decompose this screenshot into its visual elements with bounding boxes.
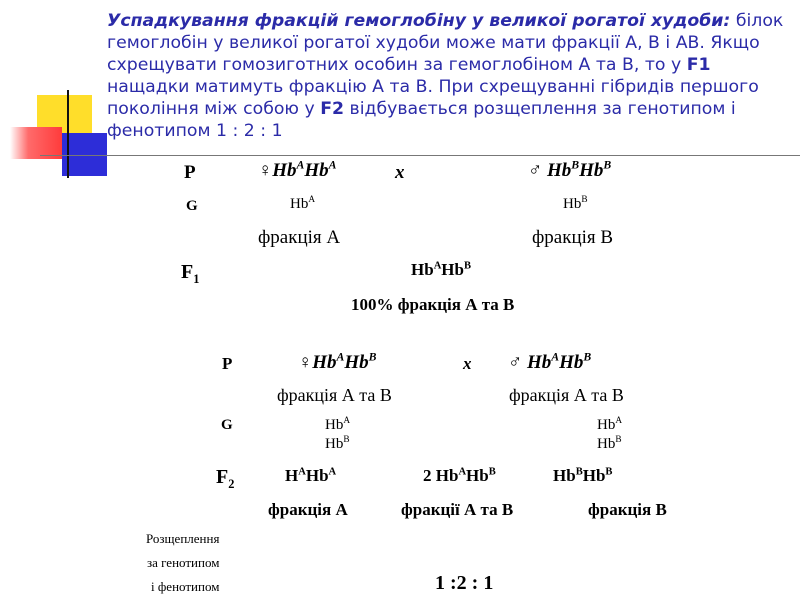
cross2-fraction-a: фракція А [268, 500, 348, 519]
male-symbol: ♂ [528, 160, 543, 181]
cross2-female-fraction: фракція А та В [277, 385, 392, 405]
cross2-male-gametes: $Hb^A$ $Hb^B$ [597, 416, 623, 452]
cross2-g-label: G [221, 417, 233, 433]
header-f2: F2 [320, 99, 345, 119]
cross1-f1-label: $F_1$ [181, 261, 200, 286]
split-ratio: 1 :2 : 1 [435, 572, 494, 594]
cross1-gamete-b: $Hb^B$ [563, 195, 588, 212]
cross1-fraction-b: фракція В [532, 227, 614, 248]
cross2-male-fraction: фракція А та В [509, 385, 624, 405]
header-title: Успадкування фракцій гемоглобіну у великої рогатої худоби: [107, 11, 731, 31]
header-text-3: відбувається розщеплення за генотипом і фенотипом 1 : 2 : 1 [107, 99, 736, 141]
cross2-f2-label: $F_2$ [216, 466, 235, 491]
header-f1: F1 [686, 55, 711, 75]
cross1-female-genotype: $♀Hb^AHb^A$ [258, 158, 337, 181]
cross1-result: 100% фракція А та В [351, 295, 515, 314]
female-symbol: ♀ [298, 352, 313, 373]
cross2-male-genotype: ♂ $Hb^AHb^B$ [508, 350, 592, 373]
male-symbol: ♂ [508, 352, 523, 373]
cross1-gamete-a: $Hb^A$ [290, 195, 316, 212]
header-text-2: нащадки матимуть фракцію А та В. При схрещуванні гібридів першого покоління між собою у [107, 77, 759, 119]
cross2-genotype-bb: $Hb^BHb^B$ [553, 466, 613, 485]
female-symbol: ♀ [258, 160, 273, 181]
cross1-g-label: G [186, 198, 198, 214]
header-text-1: білок гемоглобін у великої рогатої худоби може мати фракції А, В і АВ. Якщо схрещувати гомозиготних особин за гемоглобіном А та В, то у [107, 11, 784, 75]
header-paragraph [107, 10, 797, 142]
cross1-p-label: P [184, 162, 196, 183]
header-divider [40, 155, 800, 156]
cross1-fraction-a: фракція А [258, 227, 341, 248]
split-label: Розщеплення за генотипом і фенотипом [146, 531, 220, 594]
cross1-f1-genotype: $Hb^AHb^B$ [411, 260, 472, 279]
logo-vertical-line [67, 90, 69, 178]
cross2-fraction-ab: фракції А та В [401, 500, 514, 519]
cross2-genotype-aa: $H^AHb^A$ [285, 466, 337, 485]
cross1-x: x [395, 162, 405, 183]
cross2-fraction-b: фракція В [588, 500, 667, 519]
cross2-female-genotype: $♀Hb^AHb^B$ [298, 350, 377, 373]
cross2-genotype-ab: 2 $Hb^AHb^B$ [423, 466, 496, 485]
cross2-x: x [463, 354, 472, 373]
cross1-male-genotype: ♂ $Hb^BHb^B$ [528, 158, 612, 181]
cross2-female-gametes: $Hb^A$ $Hb^B$ [325, 416, 351, 452]
cross2-p-label: P [222, 354, 233, 373]
